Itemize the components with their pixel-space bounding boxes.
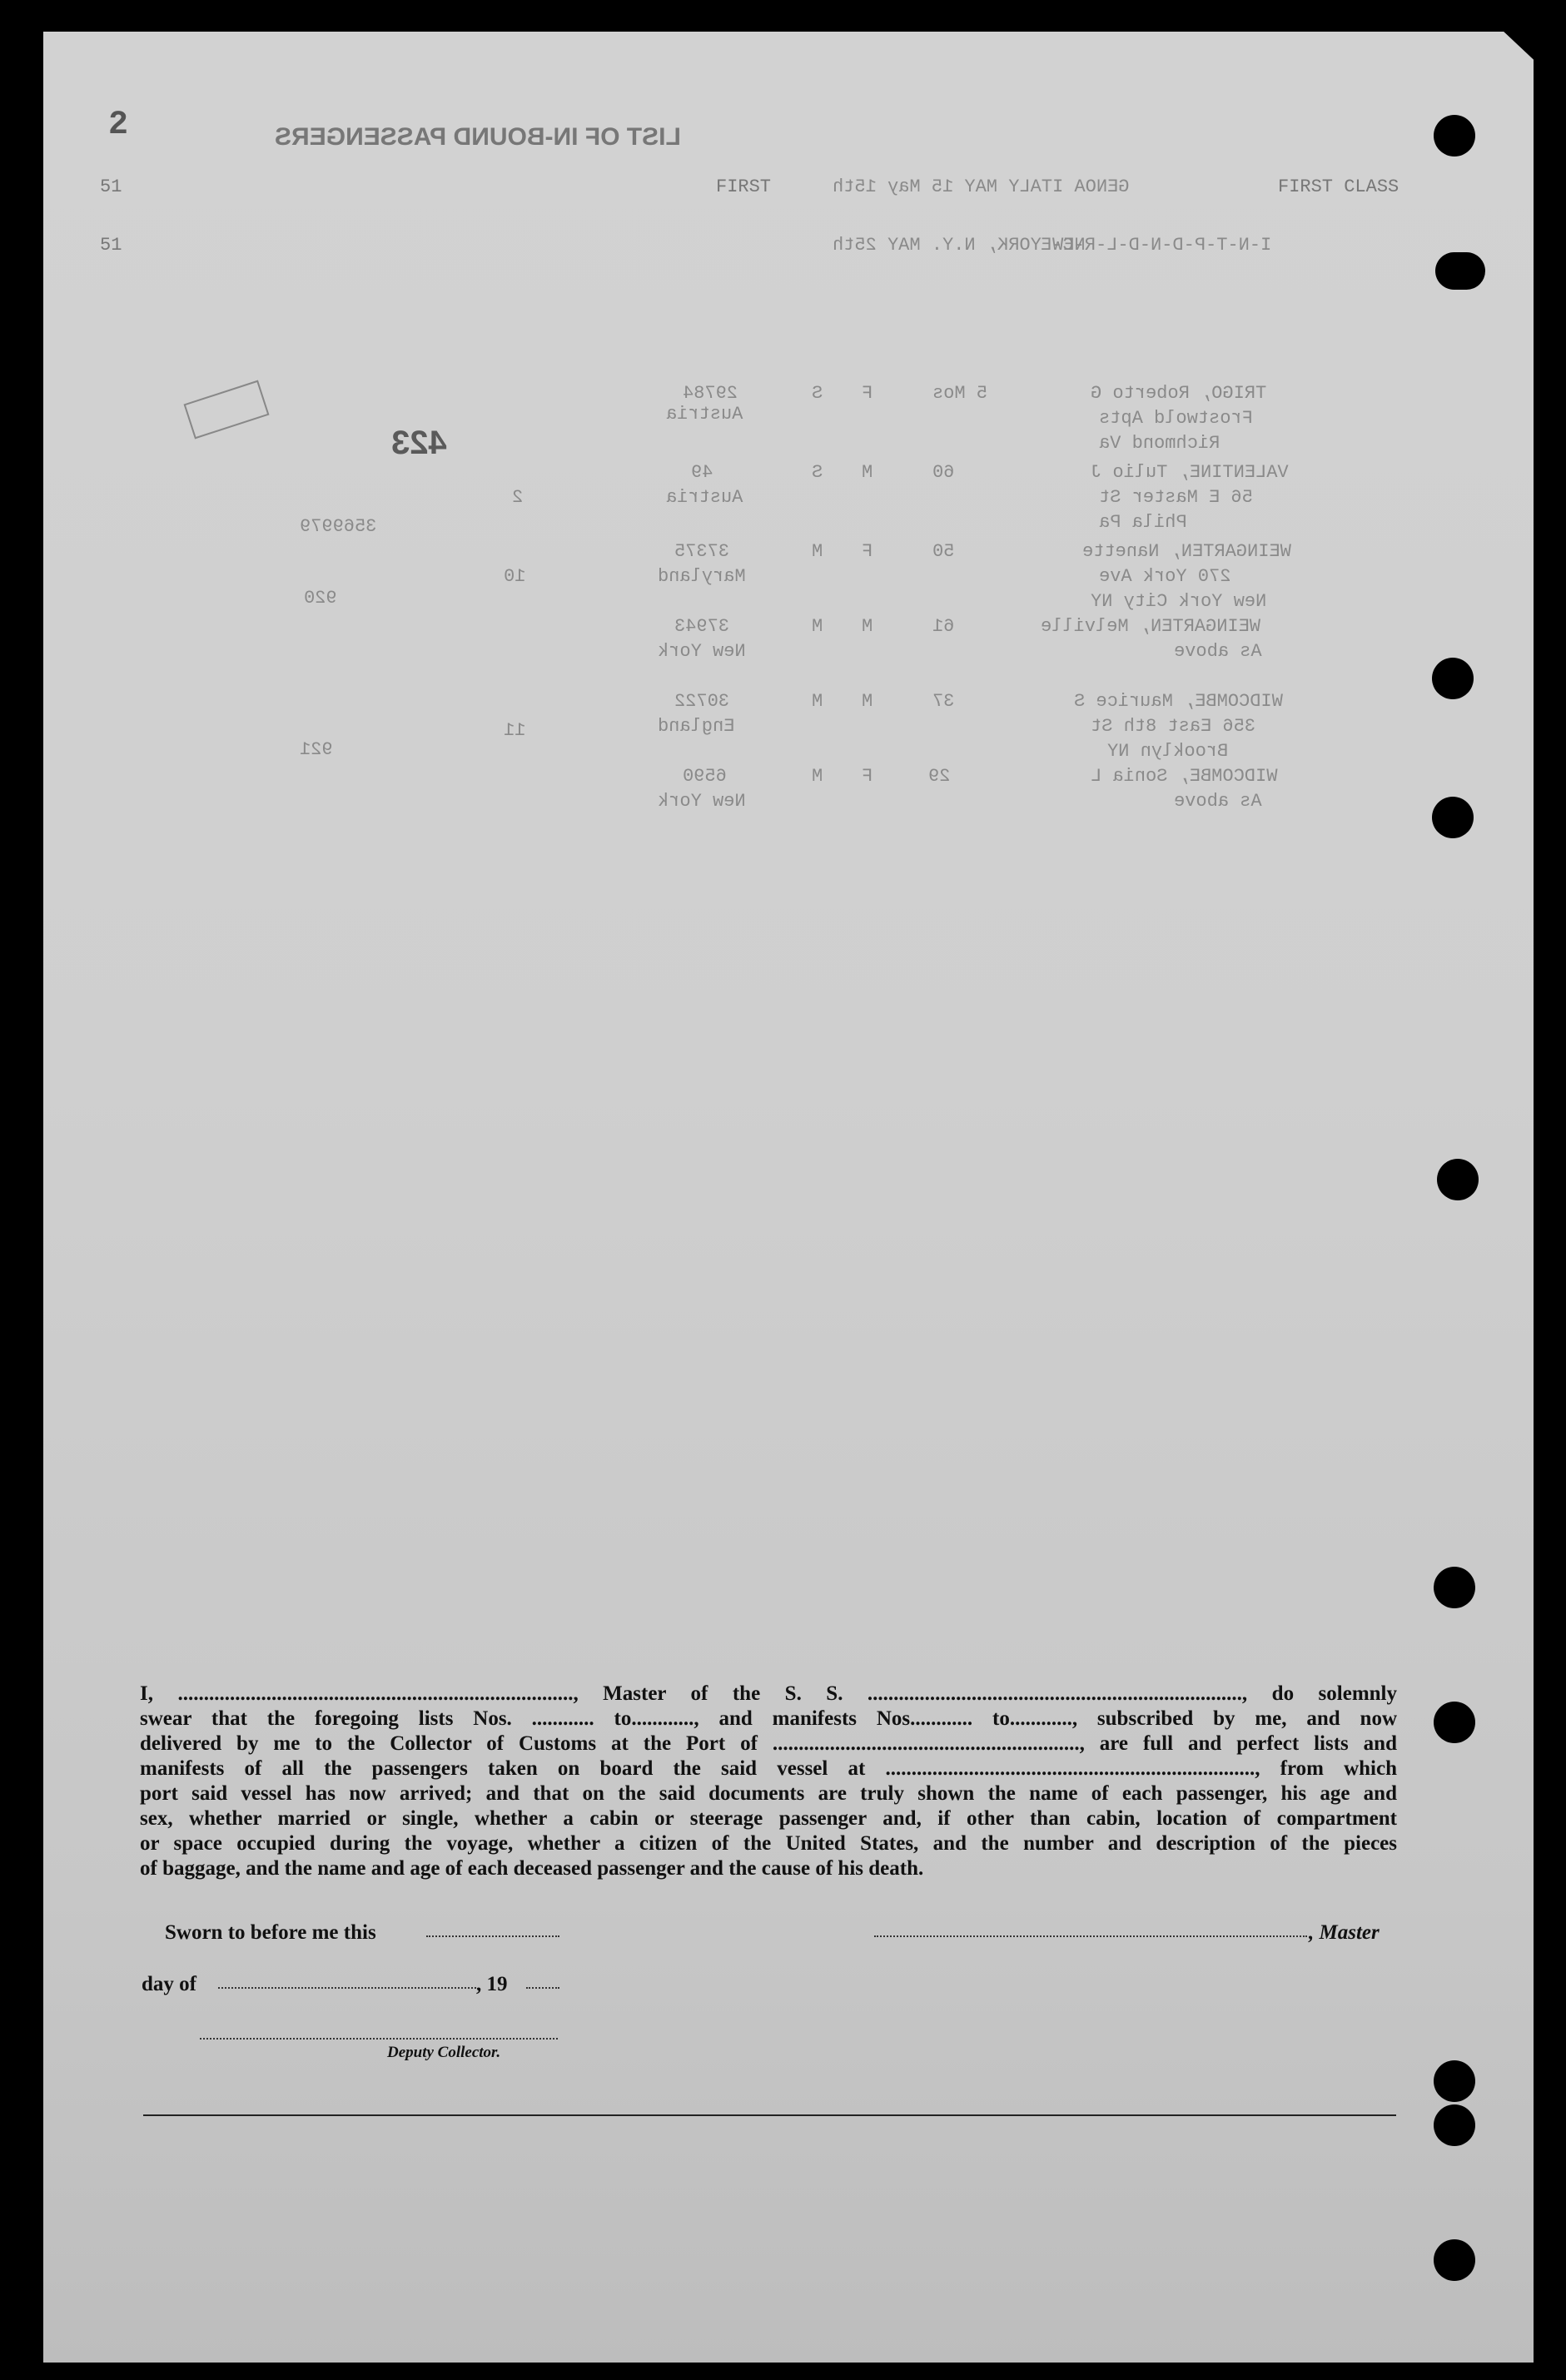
oath-line: delivered by me to the Collector of Customs at the Port of ..........................................................., are full and perfect lists and	[140, 1732, 1397, 1755]
passenger-address: 56 E Master St	[1099, 487, 1253, 508]
oath-line: manifests of all the passengers taken on board the said vessel at ......................................................................., from which	[140, 1757, 1397, 1780]
punch-hole	[1435, 252, 1485, 290]
passenger-place: New York	[658, 791, 746, 812]
sworn-label: Sworn to before me this	[165, 1921, 376, 1944]
punch-hole	[1434, 1567, 1475, 1608]
passenger-place: Maryland	[658, 566, 746, 587]
passenger-sex: F	[862, 766, 873, 787]
passenger-status: M	[812, 541, 823, 562]
passenger-number: 30722	[674, 691, 730, 712]
passenger-sex: M	[862, 462, 873, 483]
passenger-status: M	[812, 766, 823, 787]
year-top: 51	[100, 176, 122, 197]
passenger-age: 29	[928, 766, 951, 787]
class-left: FIRST CLASS	[1278, 176, 1399, 197]
passenger-status: M	[812, 616, 823, 637]
year-bottom: 51	[100, 235, 122, 256]
list-title: LIST OF IN-BOUND PASSENGERS	[275, 123, 681, 151]
passenger-place: New York	[658, 641, 746, 662]
year-label: , 19	[476, 1973, 508, 1995]
passenger-address: 356 East 8th St	[1091, 716, 1256, 737]
oath-line: or space occupied during the voyage, whether a citizen of the United States, and the number and description of the pieces	[140, 1832, 1397, 1855]
passenger-ref: 3569979	[300, 516, 377, 537]
passenger-sex: M	[862, 691, 873, 712]
passenger-address: Phila Pa	[1099, 512, 1187, 533]
punch-hole	[1437, 1159, 1479, 1200]
bottom-rule	[143, 2114, 1396, 2116]
passenger-place: England	[658, 716, 735, 737]
punch-hole	[1432, 797, 1474, 838]
passenger-ref: 920	[304, 588, 337, 609]
passenger-number: 29784	[683, 383, 738, 404]
passenger-address: Richmond Va	[1099, 433, 1220, 454]
oath-line: port said vessel has now arrived; and that on the said documents are truly shown the name of each passenger, his age and	[140, 1782, 1397, 1805]
arrival-line: NEW YORK, N.Y. MAY 25th	[833, 235, 1086, 256]
passenger-number: 49	[691, 462, 713, 483]
oath-paragraph	[140, 1682, 1397, 1881]
punch-hole	[1434, 2060, 1475, 2102]
class-code: I-N-T-P-D-N-D-L-R-C-E	[1041, 235, 1272, 256]
oath-line: I, ............................................................................, Master of the S. S. ........................................................................, do solemnly	[140, 1682, 1397, 1705]
deputy-signature-line	[200, 2038, 558, 2040]
passenger-sex: F	[862, 383, 873, 404]
passenger-address: As above	[1174, 791, 1262, 812]
punch-hole	[1434, 2239, 1475, 2281]
punch-hole	[1434, 2104, 1475, 2146]
deputy-collector-label: Deputy Collector.	[387, 2044, 501, 2061]
passenger-address: New York City NY	[1091, 591, 1267, 612]
passenger-address: As above	[1174, 641, 1262, 662]
passenger-status: S	[812, 383, 823, 404]
passenger-name: WIDCOMBE, Sonia L	[1091, 766, 1278, 787]
class-mid: FIRST	[716, 176, 772, 197]
passenger-age: 60	[932, 462, 955, 483]
page-number: 2	[108, 107, 129, 144]
sworn-date-line	[426, 1935, 559, 1937]
passenger-address: Brooklyn NY	[1107, 741, 1229, 762]
passenger-address: Frostwold Apts	[1099, 408, 1253, 429]
passenger-column: 2	[512, 487, 524, 508]
passenger-place: Austria	[666, 487, 743, 508]
passenger-name: VALENTINE, Tulio J	[1091, 462, 1289, 483]
punch-hole	[1434, 1702, 1475, 1743]
passenger-address: 270 York Ave	[1099, 566, 1231, 587]
passenger-status: S	[812, 462, 823, 483]
passenger-age: 5 Mos	[932, 383, 988, 404]
passenger-name: WEINGARTEN, Melville	[1041, 616, 1261, 637]
passenger-ref: 921	[300, 739, 333, 760]
passenger-number: 6590	[683, 766, 727, 787]
from-line: GENOA ITALY MAY 15 May 15th	[833, 176, 1130, 197]
punch-hole	[1434, 115, 1475, 157]
passenger-place: Austria	[666, 404, 743, 425]
passenger-name: WIDCOMBE, Maurice S	[1074, 691, 1283, 712]
passenger-name: TRIGO, Roberto G	[1091, 383, 1267, 404]
passenger-sex: M	[862, 616, 873, 637]
stamp-number: 423	[391, 425, 447, 461]
master-signature-line	[874, 1935, 1307, 1937]
punch-hole	[1432, 658, 1474, 699]
passenger-number: 37943	[674, 616, 730, 637]
passenger-age: 50	[932, 541, 955, 562]
manifest-page	[43, 32, 1534, 2363]
master-label: , Master	[1309, 1921, 1380, 1944]
passenger-column: 10	[504, 566, 526, 587]
day-of-line	[218, 1987, 476, 1989]
oath-line: sex, whether married or single, whether a cabin or steerage passenger and, if other than cabin, location of compartment	[140, 1807, 1397, 1830]
passenger-column: 11	[504, 720, 526, 741]
oath-line: swear that the foregoing lists Nos. ............ to............, and manifests Nos............ to............, subscribed by me, and now	[140, 1707, 1397, 1730]
passenger-status: M	[812, 691, 823, 712]
day-of-label: day of	[142, 1973, 196, 1995]
passenger-number: 37375	[674, 541, 730, 562]
passenger-name: WEINGARTEN, Nanette	[1082, 541, 1291, 562]
oath-line: of baggage, and the name and age of each deceased passenger and the cause of his death.	[140, 1857, 924, 1880]
year-line	[526, 1987, 559, 1989]
passenger-sex: F	[862, 541, 873, 562]
passenger-age: 37	[932, 691, 955, 712]
passenger-age: 61	[932, 616, 955, 637]
